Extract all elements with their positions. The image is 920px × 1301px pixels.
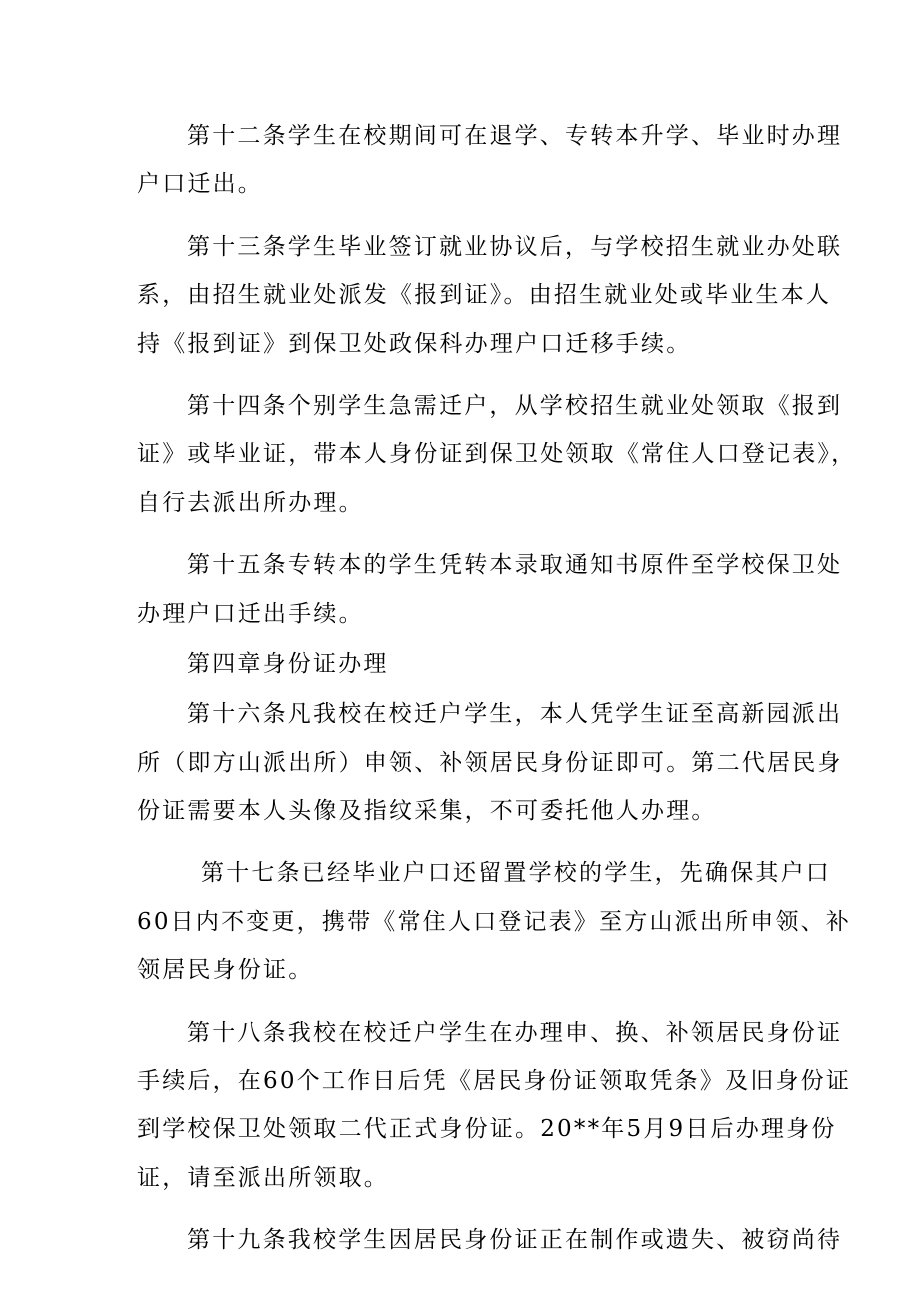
article-16-line-2: 所（即方山派出所）申领、补领居民身份证即可。第二代居民身 — [137, 749, 843, 776]
chapter-4-heading-text: 第四章身份证办理 — [187, 650, 389, 677]
paragraph-spacer — [137, 209, 797, 223]
document-body — [137, 112, 857, 1265]
article-17-paragraph — [137, 849, 852, 994]
article-18-paragraph — [137, 1009, 852, 1203]
article-12-paragraph — [137, 112, 843, 209]
article-13-line-3: 持《报到证》到保卫处政保科办理户口迁移手续。 — [137, 330, 692, 357]
article-18-line-3: 到学校保卫处领取二代正式身份证。20**年5月9日后办理身份 — [137, 1116, 837, 1143]
article-12-line-2: 户口迁出。 — [137, 171, 263, 198]
chapter-4-heading — [137, 640, 797, 688]
article-17-line-1: 第十七条已经毕业户口还留置学校的学生，先确保其户口 — [201, 860, 831, 887]
article-19-paragraph — [137, 1216, 843, 1264]
article-18-line-1: 第十八条我校在校迁户学生在办理申、换、补领居民身份证 — [187, 1019, 843, 1046]
article-14-paragraph — [137, 382, 857, 527]
article-13-line-1: 第十三条学生毕业签订就业协议后，与学校招生就业办处联 — [187, 233, 843, 260]
paragraph-spacer — [137, 835, 797, 849]
article-16-line-1: 第十六条凡我校在校迁户学生，本人凭学生证至高新园派出 — [187, 701, 843, 728]
article-14-line-2: 证》或毕业证，带本人身份证到保卫处领取《常住人口登记表》， — [137, 441, 857, 468]
article-16-line-3: 份证需要本人头像及指纹采集，不可委托他人办理。 — [137, 798, 717, 825]
article-12-line-1: 第十二条学生在校期间可在退学、专转本升学、毕业时办理 — [187, 123, 843, 149]
paragraph-spacer — [137, 995, 797, 1009]
article-15-line-2: 办理户口迁出手续。 — [137, 600, 364, 627]
article-18-line-2: 手续后，在60个工作日后凭《居民身份证领取凭条》及旧身份证 — [137, 1068, 852, 1095]
paragraph-spacer — [137, 1202, 797, 1216]
article-17-line-2: 60日内不变更，携带《常住人口登记表》至方山派出所申领、补 — [137, 908, 852, 935]
article-17-line-3: 领居民身份证。 — [137, 957, 314, 984]
article-15-paragraph — [137, 541, 843, 638]
article-15-line-1: 第十五条专转本的学生凭转本录取通知书原件至学校保卫处 — [187, 552, 843, 579]
paragraph-spacer — [137, 527, 797, 541]
article-18-line-4: 证，请至派出所领取。 — [137, 1164, 389, 1191]
article-13-line-2: 系，由招生就业处派发《报到证》。由招生就业处或毕业生本人 — [137, 282, 832, 309]
article-13-paragraph — [137, 223, 843, 368]
paragraph-spacer — [137, 368, 797, 382]
article-14-line-3: 自行去派出所办理。 — [137, 489, 364, 516]
article-19-line-1: 第十九条我校学生因居民身份证正在制作或遗失、被窃尚待 — [187, 1227, 843, 1254]
article-16-paragraph — [137, 690, 843, 835]
article-14-line-1: 第十四条个别学生急需迁户，从学校招生就业处领取《报到 — [187, 392, 843, 419]
